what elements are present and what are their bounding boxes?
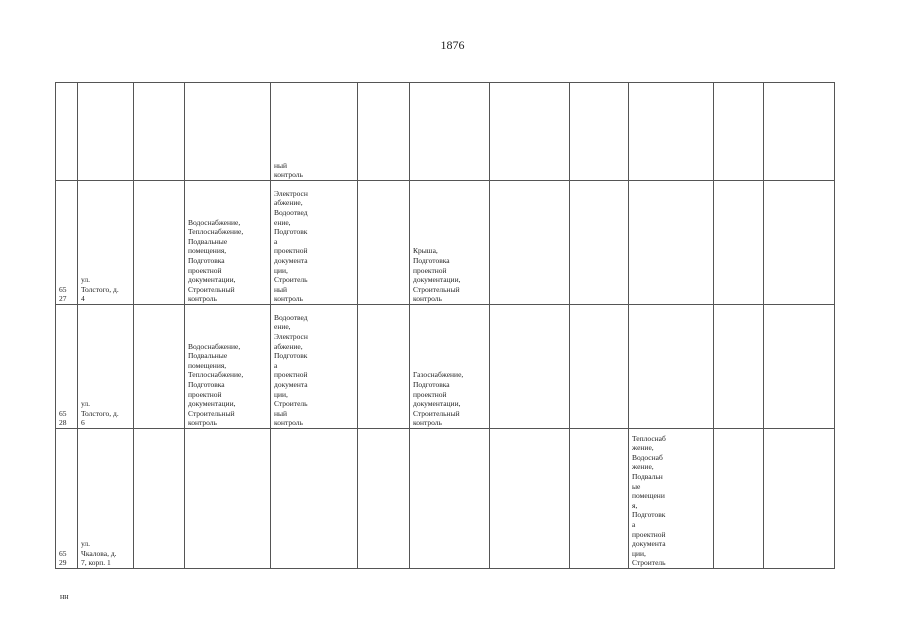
work-types-cell bbox=[410, 429, 490, 569]
table-cell bbox=[764, 83, 835, 181]
repair-schedule-table bbox=[55, 82, 835, 569]
table-cell bbox=[358, 83, 410, 181]
table-cell bbox=[134, 305, 185, 429]
table-cell bbox=[570, 429, 629, 569]
work-types-cell: Водоснабжение, Теплоснабжение, Подвальные помещения, Подготовка проектной документации, Строительный контроль bbox=[185, 181, 271, 305]
table-cell bbox=[570, 181, 629, 305]
work-types-cell: Крыша, Подготовка проектной документации, Строительный контроль bbox=[410, 181, 490, 305]
table-cell bbox=[134, 83, 185, 181]
table-row bbox=[56, 305, 835, 429]
work-types-cell bbox=[185, 429, 271, 569]
row-number-cell bbox=[56, 83, 78, 181]
address-cell: ул. Толстого, д. 6 bbox=[78, 305, 134, 429]
table-row bbox=[56, 181, 835, 305]
work-types-cell: Теплоснаб жение, Водоснаб жение, Подвальн ые помещени я, Подготовк а проектной документа ции, Строитель bbox=[629, 429, 714, 569]
address-cell bbox=[78, 83, 134, 181]
table-cell bbox=[714, 83, 764, 181]
table-cell bbox=[764, 305, 835, 429]
work-types-cell bbox=[271, 429, 358, 569]
work-types-cell: Водоотвед ение, Электросн абжение, Подготовк а проектной документа ции, Строитель ный контроль bbox=[271, 305, 358, 429]
table-cell bbox=[358, 429, 410, 569]
table-row bbox=[56, 429, 835, 569]
table-cell bbox=[764, 429, 835, 569]
table-cell bbox=[764, 181, 835, 305]
table-cell bbox=[714, 181, 764, 305]
table-cell bbox=[490, 83, 570, 181]
row-number-cell: 65 27 bbox=[56, 181, 78, 305]
table-cell bbox=[570, 305, 629, 429]
work-types-cell: Газоснабжение, Подготовка проектной документации, Строительный контроль bbox=[410, 305, 490, 429]
table-cell bbox=[490, 305, 570, 429]
work-types-cell: Водоснабжение, Подвальные помещения, Теплоснабжение, Подготовка проектной документации, Строительный контроль bbox=[185, 305, 271, 429]
table-cell bbox=[134, 429, 185, 569]
table-cell bbox=[490, 429, 570, 569]
work-types-cell bbox=[185, 83, 271, 181]
table-cell bbox=[714, 429, 764, 569]
table-cell bbox=[570, 83, 629, 181]
work-types-cell bbox=[629, 181, 714, 305]
address-cell: ул. Чкалова, д. 7, корп. 1 bbox=[78, 429, 134, 569]
work-types-cell bbox=[410, 83, 490, 181]
address-cell: ул. Толстого, д. 4 bbox=[78, 181, 134, 305]
table-cell bbox=[358, 181, 410, 305]
footer-mark: нн bbox=[60, 592, 69, 601]
page-number: 1876 bbox=[440, 38, 465, 52]
work-types-cell bbox=[629, 305, 714, 429]
work-types-cell bbox=[629, 83, 714, 181]
table-cell bbox=[134, 181, 185, 305]
work-types-cell: ный контроль bbox=[271, 83, 358, 181]
row-number-cell: 65 29 bbox=[56, 429, 78, 569]
table-cell bbox=[714, 305, 764, 429]
work-types-cell: Электросн абжение, Водоотвед ение, Подготовк а проектной документа ции, Строитель ный контроль bbox=[271, 181, 358, 305]
table-row bbox=[56, 83, 835, 181]
row-number-cell: 65 28 bbox=[56, 305, 78, 429]
table-cell bbox=[358, 305, 410, 429]
table-cell bbox=[490, 181, 570, 305]
